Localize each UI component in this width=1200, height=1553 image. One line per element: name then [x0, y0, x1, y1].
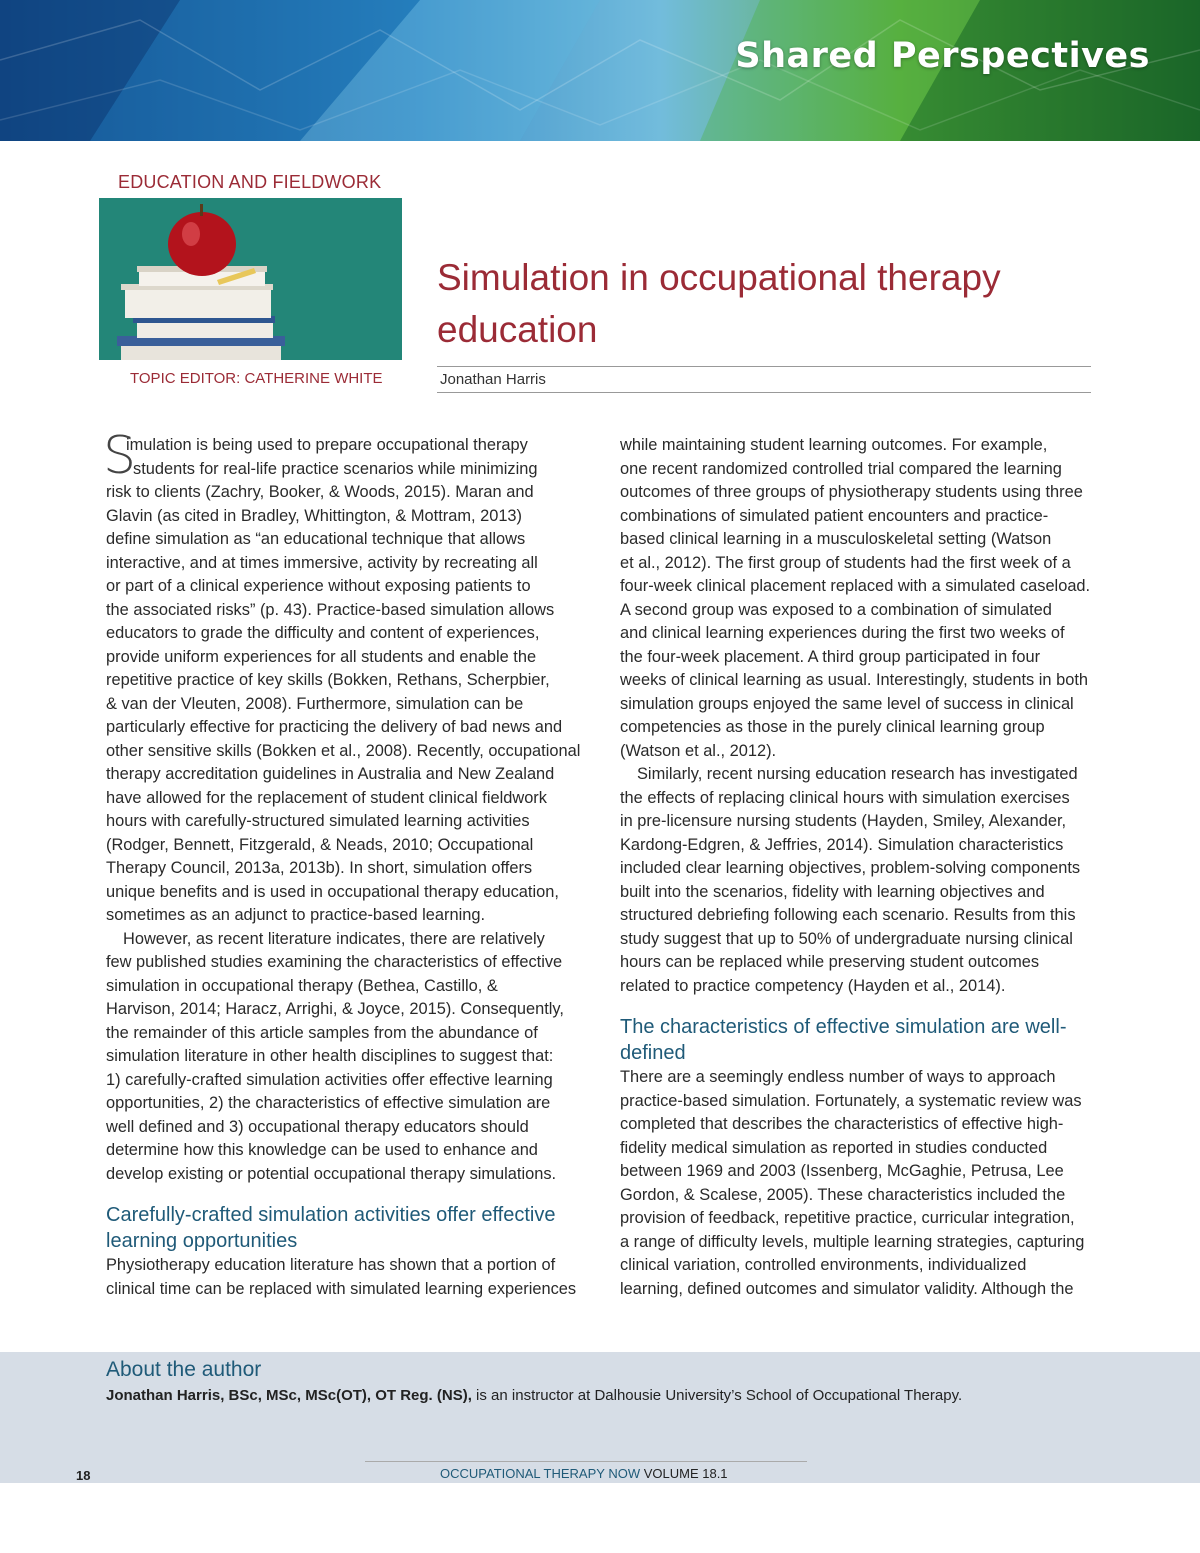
body-line: based clinical learning in a musculoskeletal setting (Watson: [620, 530, 1052, 548]
body-line: imulation is being used to prepare occupational therapy: [126, 436, 528, 454]
body-line: in pre-licensure nursing students (Hayden, Smiley, Alexander,: [620, 812, 1067, 830]
section-label: EDUCATION AND FIELDWORK: [118, 172, 382, 192]
body-line: risk to clients (Zachry, Booker, & Woods, 2015). Maran and: [106, 483, 534, 501]
body-line: fidelity medical simulation as reported in studies conducted: [620, 1138, 1048, 1157]
body-line: built into the scenarios, fidelity with learning objectives and: [620, 882, 1045, 901]
body-line: the four-week placement. A third group participated in four: [620, 647, 1041, 666]
body-line: Harvison, 2014; Haracz, Arrighi, & Joyce, 2015). Consequently,: [106, 1000, 564, 1018]
body-line: develop existing or potential occupational therapy simulations.: [106, 1164, 557, 1183]
body-line: included clear learning objectives, problem-solving components: [620, 859, 1081, 877]
body-line: Kardong-Edgren, & Jeffries, 2014). Simulation characteristics: [620, 835, 1064, 854]
body-line: well defined and 3) occupational therapy educators should: [106, 1117, 529, 1136]
body-line: Glavin (as cited in Bradley, Whittington, & Mottram, 2013): [106, 506, 523, 525]
about-author-title: About the author: [106, 1358, 262, 1381]
body-line: Physiotherapy education literature has shown that a portion of: [106, 1256, 556, 1274]
body-line: opportunities, 2) the characteristics of effective simulation are: [106, 1094, 551, 1112]
article-title: [437, 252, 1137, 356]
body-line: define simulation as “an educational technique that allows: [106, 530, 526, 548]
body-line: However, as recent literature indicates, there are relatively: [123, 929, 545, 948]
section-gap: [106, 1186, 586, 1202]
footer-journal: [440, 1466, 728, 1481]
body-line: and clinical learning experiences during the first two weeks of: [620, 624, 1065, 642]
article-author: Jonathan Harris: [440, 371, 546, 388]
about-author-description: is an instructor at Dalhousie University’s School of Occupational Therapy.: [471, 1387, 963, 1404]
body-line: There are a seemingly endless number of ways to approach: [620, 1068, 1056, 1086]
body-line: outcomes of three groups of physiotherapy students using three: [620, 483, 1083, 501]
article-title-line1: Simulation in occupational therapy: [437, 257, 1001, 298]
footer-rule: [365, 1461, 807, 1462]
topic-editor: TOPIC EDITOR: CATHERINE WHITE: [130, 370, 383, 387]
body-line: interactive, and at times immersive, activity by recreating all: [106, 553, 538, 572]
footer-volume: VOLUME 18.1: [643, 1466, 728, 1481]
about-author-text: [106, 1387, 962, 1404]
body-line: a range of difficulty levels, multiple learning strategies, capturing: [620, 1232, 1085, 1251]
body-line: while maintaining student learning outcomes. For example,: [620, 436, 1048, 454]
body-line: & van der Vleuten, 2008). Furthermore, simulation can be: [106, 694, 524, 713]
body-line: the effects of replacing clinical hours with simulation exercises: [620, 788, 1070, 807]
body-line: simulation groups enjoyed the same level of success in clinical: [620, 694, 1074, 713]
section-gap: [620, 998, 1100, 1014]
body-line: students for real-life practice scenarios while minimizing: [133, 459, 538, 478]
article-title-line2: education: [437, 309, 598, 350]
body-line: provision of feedback, repetitive practice, curricular integration,: [620, 1209, 1075, 1227]
apple-books-photo: [99, 198, 402, 360]
body-line: hours with carefully-structured simulated learning activities: [106, 812, 530, 830]
body-line: simulation literature in other health disciplines to suggest that:: [106, 1047, 554, 1065]
body-line: four-week clinical placement replaced with a simulated caseload.: [620, 577, 1091, 595]
dropcap-letter: S: [103, 426, 137, 486]
footer-journal-name: OCCUPATIONAL THERAPY NOW: [440, 1466, 641, 1481]
body-line: clinical time can be replaced with simulated learning experiences: [106, 1279, 577, 1298]
body-line: A second group was exposed to a combination of simulated: [620, 600, 1052, 619]
section-heading-1a: Carefully-crafted simulation activities offer effective: [106, 1204, 556, 1226]
body-line: or part of a clinical experience without exposing patients to: [106, 577, 531, 595]
body-line: one recent randomized controlled trial compared the learning: [620, 459, 1062, 478]
body-line: Therapy Council, 2013a, 2013b). In short, simulation offers: [106, 859, 533, 877]
body-line: particularly effective for practicing the delivery of bad news and: [106, 718, 563, 736]
banner-title: Shared Perspectives: [735, 36, 1150, 76]
title-rule-bottom: [437, 392, 1091, 393]
body-line: Gordon, & Scalese, 2005). These characteristics included the: [620, 1185, 1066, 1204]
body-line: clinical variation, controlled environments, individualized: [620, 1256, 1027, 1274]
body-line: determine how this knowledge can be used to enhance and: [106, 1141, 538, 1159]
body-line: completed that describes the characteristics of effective high-: [620, 1115, 1064, 1133]
body-line: combinations of simulated patient encounters and practice-: [620, 506, 1049, 525]
section-heading-2a: The characteristics of effective simulation are well-: [620, 1016, 1067, 1038]
body-line: related to practice competency (Hayden et al., 2014).: [620, 976, 1006, 995]
body-line: have allowed for the replacement of student clinical fieldwork: [106, 788, 547, 807]
body-line: simulation in occupational therapy (Bethea, Castillo, &: [106, 976, 498, 995]
section-heading-1b: learning opportunities: [106, 1230, 298, 1252]
body-line: study suggest that up to 50% of undergraduate nursing clinical: [620, 929, 1073, 948]
body-line: educators to grade the difficulty and content of experiences,: [106, 624, 540, 642]
body-line: few published studies examining the characteristics of effective: [106, 953, 563, 971]
body-line: weeks of clinical learning as usual. Interestingly, students in both: [620, 671, 1088, 689]
body-line: provide uniform experiences for all students and enable the: [106, 647, 537, 666]
body-line: et al., 2012). The first group of students had the first week of a: [620, 553, 1071, 572]
body-line: (Rodger, Bennett, Fitzgerald, & Neads, 2010; Occupational: [106, 835, 534, 854]
page-number: 18: [76, 1468, 91, 1483]
dropcap-block: [103, 426, 586, 486]
about-author-name: Jonathan Harris, BSc, MSc, MSc(OT), OT Reg. (NS),: [106, 1387, 472, 1404]
body-line: hours can be replaced while preserving student outcomes: [620, 953, 1040, 971]
body-line: 1) carefully-crafted simulation activities offer effective learning: [106, 1070, 553, 1089]
body-line: Similarly, recent nursing education research has investigated: [637, 765, 1078, 783]
body-line: unique benefits and is used in occupational therapy education,: [106, 882, 559, 901]
body-line: therapy accreditation guidelines in Australia and New Zealand: [106, 765, 555, 783]
body-line: competencies as those in the purely clinical learning group: [620, 718, 1045, 736]
section-heading-2b: defined: [620, 1042, 686, 1064]
column-left: [103, 426, 586, 1301]
body-line: structured debriefing following each scenario. Results from this: [620, 906, 1076, 924]
body-line: practice-based simulation. Fortunately, a systematic review was: [620, 1091, 1082, 1110]
body-line: the remainder of this article samples from the abundance of: [106, 1023, 538, 1042]
body-line: learning, defined outcomes and simulator validity. Although the: [620, 1279, 1074, 1298]
body-line: between 1969 and 2003 (Issenberg, McGaghie, Petrusa, Lee: [620, 1162, 1064, 1180]
column-right: [620, 434, 1100, 1301]
title-rule-top: [437, 366, 1091, 367]
body-line: repetitive practice of key skills (Bokken, Rethans, Scherpbier,: [106, 671, 550, 689]
header-banner: [0, 0, 1200, 141]
body-line: other sensitive skills (Bokken et al., 2008). Recently, occupational: [106, 741, 581, 760]
body-line: the associated risks” (p. 43). Practice-based simulation allows: [106, 600, 555, 619]
body-line: (Watson et al., 2012).: [620, 741, 777, 760]
body-line: sometimes as an adjunct to practice-based learning.: [106, 906, 486, 924]
